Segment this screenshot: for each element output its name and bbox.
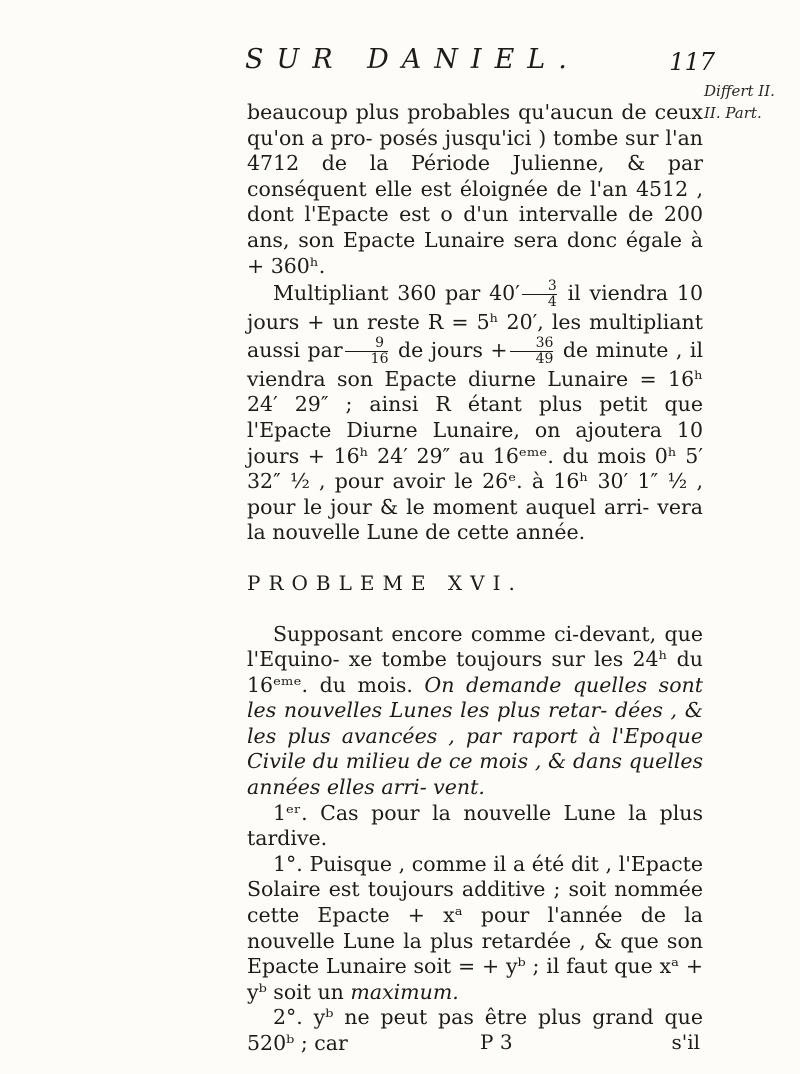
- catchword: s'il: [671, 1030, 700, 1054]
- running-head: SUR DANIEL.: [245, 44, 580, 75]
- paragraph-2-text-b: il viendra 10 jours + un reste R = 5ʰ 20′, les multipliant aussi par: [247, 281, 703, 362]
- margin-note: [704, 80, 800, 124]
- paragraph-5-text: 1°. Puisque , comme il a été dit , l'Epacte Solaire est toujours additive ; soit nommée cette Epacte + xᵃ pour l'année de la nouvelle Lune la plus retardée , & que son Epacte Lunaire soit = + yᵇ ; il faut que xᵃ + yᵇ soit un: [247, 851, 703, 1004]
- page-number: 117: [669, 48, 715, 76]
- paragraph-4: [247, 801, 703, 852]
- margin-note-line-2: II. Part.: [704, 104, 762, 122]
- paragraph-2-text-a: Multipliant 360 par 40′: [273, 281, 520, 306]
- fraction-numerator: 3: [547, 278, 557, 295]
- section-heading: PROBLEME XVI.: [247, 570, 523, 595]
- fraction-denominator: 49: [535, 350, 554, 367]
- paragraph-5: [247, 852, 703, 1006]
- paragraph-3: [247, 622, 703, 801]
- paragraph-6-text: 2°. yᵇ ne peut pas être plus grand que 520ᵇ ; car: [247, 1005, 703, 1055]
- case-heading: 1ᵉʳ. Cas pour la nouvelle Lune la plus tardive.: [247, 800, 703, 851]
- fraction-numerator: 9: [375, 334, 385, 351]
- fraction-nine-sixteenths: [345, 336, 389, 367]
- fraction-denominator: 16: [370, 350, 389, 367]
- paragraph-1: [247, 100, 703, 279]
- body-text: [247, 100, 703, 1057]
- paragraph-3-text: Supposant encore comme ci-devant, que l'Equino- xe tombe toujours sur les 24ʰ du 16ᵉᵐᵉ. du mois.: [247, 621, 703, 697]
- page-footer: [480, 1030, 700, 1058]
- paragraph-3-italic-question: On demande quelles sont les nouvelles Lunes les plus retar- dées , & les plus avancées , par raport à l'Epoque Civile du milieu de ce mois , & dans quelles années elles arri- vent.: [247, 672, 703, 800]
- paragraph-5-italic: maximum.: [350, 979, 459, 1004]
- fraction-thirty-six-forty-ninths: [510, 336, 554, 367]
- fraction-denominator: 4: [547, 294, 557, 311]
- signature-mark: P 3: [480, 1030, 513, 1054]
- fraction-numerator: 36: [535, 334, 554, 351]
- paragraph-2-text-d: de minute , il viendra son Epacte diurne Lunaire = 16ʰ 24′ 29″ ; ainsi R étant plus petit que l'Epacte Diurne Lunaire, on ajoutera 10 jours + 16ʰ 24′ 29″ au 16ᵉᵐᵉ. du mois 0ʰ 5′ 32″ ½ , pour avoir le 26ᵉ. à 16ʰ 30′ 1″ ½ , pour le jour & le moment auquel arri- vera la nouvelle Lune de cette année.: [247, 337, 704, 545]
- margin-note-line-1: Differt II.: [704, 82, 775, 100]
- paragraph-2: [247, 279, 703, 546]
- paragraph-1-text: beaucoup plus probables qu'aucun de ceux qu'on a pro- posés jusqu'ici ) tombe sur l'an 4712 de la Période Julienne, & par conséquent elle est éloignée de l'an 4512 , dont l'Epacte est o d'un intervalle de 200 ans, son Epacte Lunaire sera donc égale à + 360ʰ.: [247, 100, 703, 278]
- paragraph-2-text-c: de jours +: [390, 337, 508, 362]
- fraction-three-quarters: [522, 279, 557, 310]
- page-header: [245, 44, 715, 84]
